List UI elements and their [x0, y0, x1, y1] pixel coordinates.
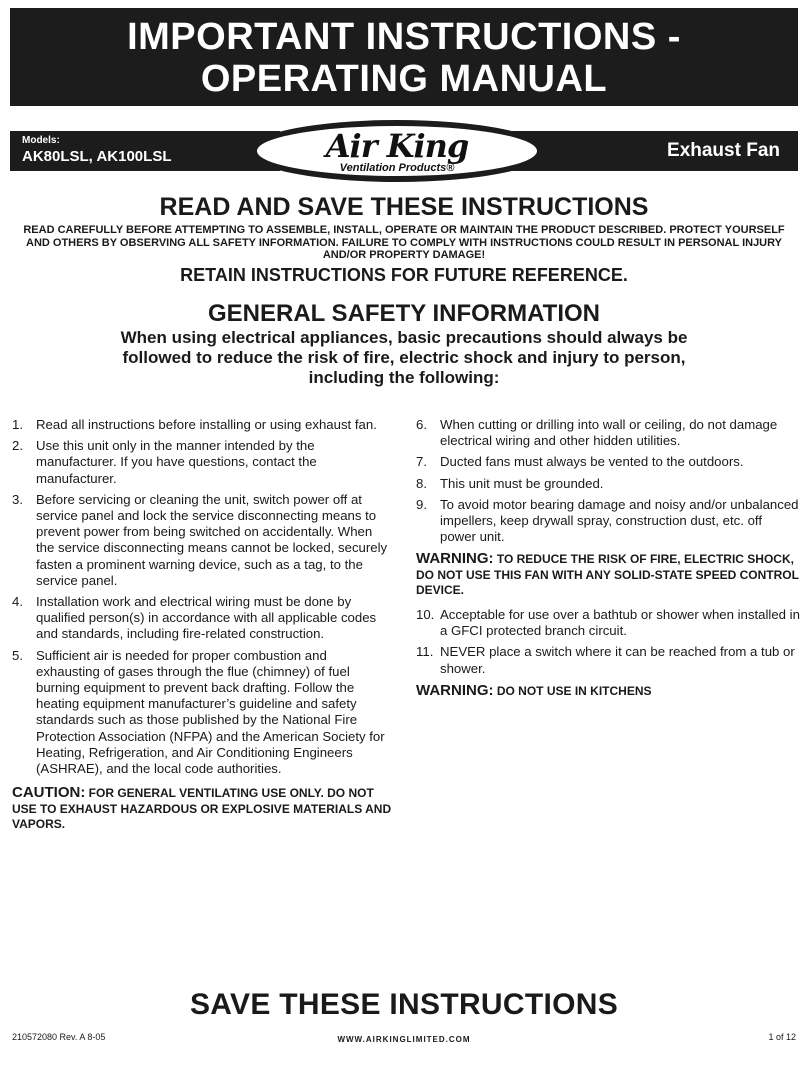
models-panel: [10, 131, 280, 171]
models-label: Models:: [22, 135, 60, 146]
page-number: 1 of 12: [768, 1032, 796, 1042]
retain-instructions: RETAIN INSTRUCTIONS FOR FUTURE REFERENCE.: [180, 265, 628, 285]
right-column: [416, 417, 800, 707]
warning-solid-state: [416, 551, 800, 599]
safety-list-left: [12, 417, 392, 777]
list-item: [12, 438, 392, 487]
item-text: Before servicing or cleaning the unit, switch power off at service panel and lock the service disconnecting means to prevent power from being switched on accidentally. When the service disconnecting means cannot be locked, securely fasten a prominent warning device, such as a tag, to the service panel.: [36, 491, 388, 588]
list-item: [12, 417, 392, 433]
item-text: This unit must be grounded.: [440, 475, 604, 491]
item-text: When cutting or drilling into wall or ceiling, do not damage electrical wiring and other hidden utilities.: [440, 417, 778, 449]
item-number: 1.: [12, 417, 23, 432]
caution-text: FOR GENERAL VENTILATING USE ONLY. DO NOT USE TO EXHAUST HAZARDOUS OR EXPLOSIVE MATERIALS AND VAPORS.: [12, 786, 392, 832]
safety-list-right-a: [416, 417, 800, 545]
item-text: Sufficient air is needed for proper combustion and exhausting of gases through the flue (chimney) of fuel burning equipment to prevent back drafting. Follow the heating equipment manufacturer’s guideline and safety standards such as those published by the National Fire Protection Association (NFPA) and the American Society for Heating, Refrigeration, and Air Conditioning Engineers (ASHRAE), and the local code authorities.: [36, 647, 385, 777]
item-text: Installation work and electrical wiring must be done by qualified person(s) in accordance with all applicable codes and standards, including fire-related construction.: [36, 594, 377, 642]
list-item: [416, 497, 800, 546]
models-value: AK80LSL, AK100LSL: [22, 148, 172, 165]
item-number: 7.: [416, 454, 427, 470]
read-carefully-text: READ CAREFULLY BEFORE ATTEMPTING TO ASSEMBLE, INSTALL, OPERATE OR MAINTAIN THE PRODUCT DESCRIBED. PROTECT YOURSELF AND OTHERS BY OBSERVING ALL SAFETY INFORMATION. FAILURE TO COMPLY WITH INSTRUCTIONS COULD RESULT IN PERSONAL INJURY AND/OR PROPERTY DAMAGE!: [23, 224, 785, 261]
title-line-2: OPERATING MANUAL: [200, 58, 608, 100]
page-title: [10, 8, 798, 100]
website-link[interactable]: WWW.AIRKINGLIMITED.COM: [337, 1035, 471, 1044]
item-number: 9.: [416, 496, 427, 512]
item-number: 6.: [416, 417, 427, 432]
list-item: [416, 476, 800, 492]
list-item: [12, 594, 392, 643]
item-number: 11.: [416, 644, 434, 660]
document-number: 210572080 Rev. A 8-05: [12, 1032, 106, 1042]
item-text: Ducted fans must always be vented to the outdoors.: [440, 454, 744, 470]
brand-subtitle: Ventilation Products®: [339, 162, 455, 174]
list-item: [416, 417, 800, 449]
save-instructions-footer: SAVE THESE INSTRUCTIONS: [189, 988, 619, 1021]
safety-list-right-b: [416, 607, 800, 677]
caution-notice: [12, 785, 392, 833]
item-number: 5.: [12, 647, 23, 663]
item-number: 3.: [12, 491, 23, 507]
title-line-1: IMPORTANT INSTRUCTIONS -: [127, 16, 681, 58]
item-number: 2.: [12, 438, 23, 454]
warning-text: DO NOT USE IN KITCHENS: [493, 683, 652, 698]
list-item: [416, 607, 800, 639]
brand-name: Air King: [325, 127, 469, 165]
list-item: [12, 648, 392, 778]
item-number: 10.: [416, 606, 435, 622]
air-king-logo: [244, 118, 550, 184]
item-text: To avoid motor bearing damage and noisy and/or unbalanced impellers, keep drywall spray, construction dust, etc. off power unit.: [440, 496, 799, 545]
item-number: 8.: [416, 475, 427, 491]
left-column: [12, 417, 392, 841]
list-item: [416, 454, 800, 470]
warning-text: TO REDUCE THE RISK OF FIRE, ELECTRIC SHOCK, DO NOT USE THIS FAN WITH ANY SOLID-STATE SPEED CONTROL DEVICE.: [416, 552, 799, 598]
title-banner: [10, 8, 798, 106]
item-text: Read all instructions before installing or using exhaust fan.: [36, 417, 377, 432]
item-text: NEVER place a switch where it can be reached from a tub or shower.: [440, 644, 795, 676]
general-safety-subheading: When using electrical appliances, basic precautions should always be followed to reduce the risk of fire, electric shock and injury to person, including the following:: [120, 328, 688, 387]
warning-label: WARNING:: [416, 681, 494, 699]
general-safety-heading: GENERAL SAFETY INFORMATION: [207, 300, 600, 327]
list-item: [12, 492, 392, 589]
read-save-heading: READ AND SAVE THESE INSTRUCTIONS: [159, 193, 649, 221]
list-item: [416, 644, 800, 676]
item-number: 4.: [12, 594, 23, 610]
item-text: Acceptable for use over a bathtub or shower when installed in a GFCI protected branch circuit.: [440, 606, 800, 639]
caution-label: CAUTION:: [12, 784, 86, 802]
warning-label: WARNING:: [416, 550, 494, 568]
item-text: Use this unit only in the manner intended by the manufacturer. If you have questions, contact the manufacturer.: [36, 438, 317, 486]
warning-kitchens: [416, 683, 800, 700]
product-type: Exhaust Fan: [667, 140, 780, 161]
